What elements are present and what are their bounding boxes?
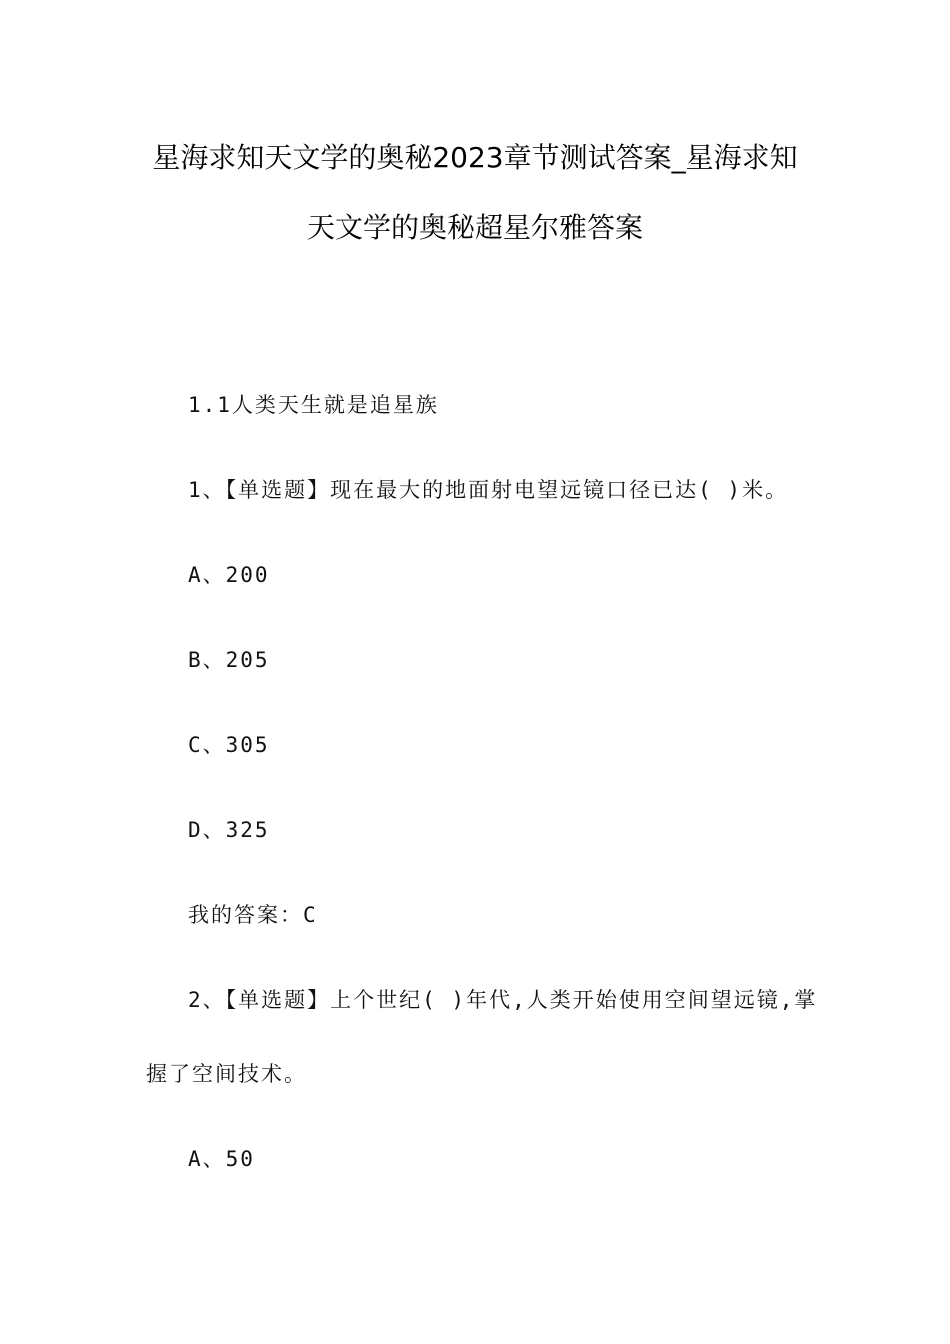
question-2-line-1: 2、【单选题】上个世纪( )年代,人类开始使用空间望远镜,掌 xyxy=(188,988,818,1012)
question-1: 1、【单选题】现在最大的地面射电望远镜口径已达( )米。 xyxy=(188,478,789,502)
q1-option-a: A、200 xyxy=(188,563,270,587)
q2-option-a: A、50 xyxy=(188,1147,255,1171)
q1-option-d: D、325 xyxy=(188,818,270,842)
q1-my-answer: 我的答案：C xyxy=(188,903,318,927)
document-title-line-1: 星海求知天文学的奥秘2023章节测试答案_星海求知 xyxy=(152,141,798,174)
section-heading: 1.1人类天生就是追星族 xyxy=(188,393,439,417)
document-title-line-2: 天文学的奥秘超星尔雅答案 xyxy=(306,211,643,244)
question-2-line-2: 握了空间技术。 xyxy=(146,1062,307,1086)
q1-option-b: B、205 xyxy=(188,648,270,672)
q1-option-c: C、305 xyxy=(188,733,270,757)
